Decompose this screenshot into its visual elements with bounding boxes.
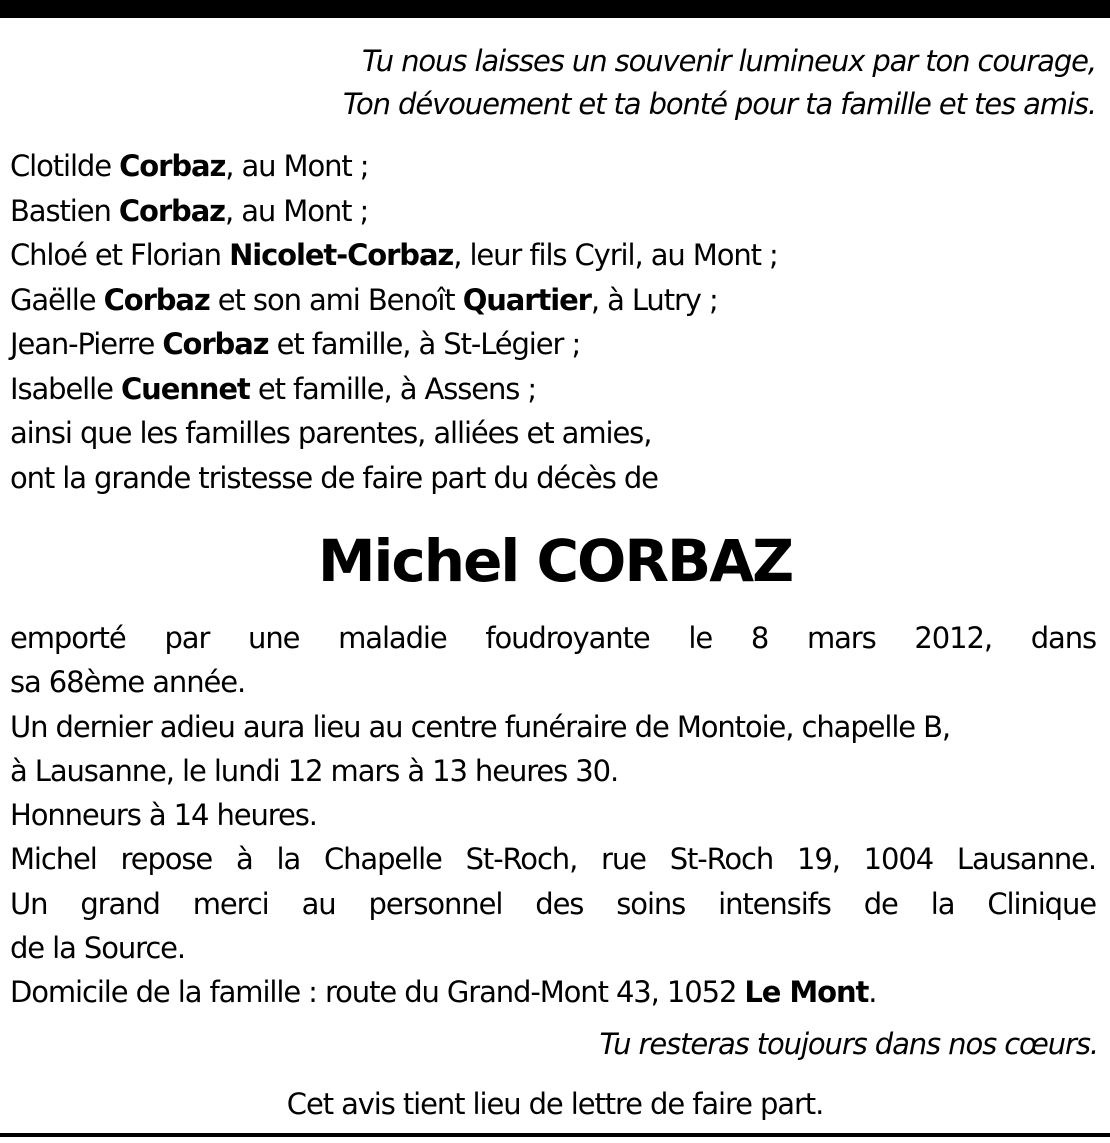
- details-line-2: sa 68ème année.: [10, 665, 246, 700]
- details-line-7: Un grand merci au personnel des soins intensifs de la Clinique: [10, 886, 1096, 921]
- family-line-4: [10, 278, 1096, 323]
- domicile-suffix: .: [868, 975, 877, 1010]
- family-line-3: [10, 233, 1096, 278]
- family-first-name: Gaëlle: [10, 282, 104, 317]
- family-location: , leur fils Cyril, au Mont ;: [453, 238, 778, 272]
- details-line-4: à Lausanne, le lundi 12 mars à 13 heures 30.: [10, 753, 619, 788]
- domicile-place: Le Mont: [744, 975, 869, 1010]
- family-companion: et son ami Benoît: [209, 282, 463, 317]
- family-line-6: [10, 367, 1096, 412]
- opening-motto-line-2: Ton dévouement et ta bonté pour ta famille et tes amis.: [342, 87, 1096, 121]
- notice-line: Cet avis tient lieu de lettre de faire part.: [286, 1087, 824, 1121]
- family-surname: Corbaz: [119, 149, 226, 183]
- top-border-rule: [0, 0, 1110, 18]
- deceased-name: Michel CORBAZ: [317, 527, 793, 595]
- family-surname-2: Quartier: [462, 282, 591, 317]
- bottom-border-rule: [0, 1133, 1110, 1137]
- funeral-details: [10, 616, 1096, 1015]
- opening-motto: [10, 40, 1096, 126]
- details-line-6: Michel repose à la Chapelle St-Roch, rue St-Roch 19, 1004 Lausanne.: [10, 842, 1096, 877]
- family-surname: Corbaz: [118, 193, 225, 228]
- details-line-5: Honneurs à 14 heures.: [10, 798, 317, 833]
- family-first-name: Bastien: [10, 193, 119, 228]
- family-surname: Cuennet: [120, 371, 250, 406]
- family-first-name: Clotilde: [10, 149, 120, 183]
- relatives-line: ainsi que les familles parentes, alliées et amies,: [10, 416, 652, 450]
- details-line-8: de la Source.: [10, 931, 186, 966]
- family-first-name: Isabelle: [10, 371, 121, 406]
- family-line-5: [10, 322, 1096, 367]
- family-location: , à Lutry ;: [590, 282, 718, 317]
- family-location: et famille, à Assens ;: [249, 371, 537, 406]
- details-line-1: emporté par une maladie foudroyante le 8 mars 2012, dans: [10, 621, 1096, 655]
- family-line-1: [10, 144, 1096, 189]
- family-location: , au Mont ;: [224, 193, 369, 228]
- family-first-name: Jean-Pierre: [10, 327, 163, 361]
- opening-motto-line-1: Tu nous laisses un souvenir lumineux par ton courage,: [362, 44, 1096, 78]
- family-surname: Corbaz: [162, 327, 269, 361]
- domicile-prefix: Domicile de la famille : route du Grand-Mont 43, 1052: [10, 975, 745, 1010]
- announcement-line: ont la grande tristesse de faire part du décès de: [10, 460, 658, 495]
- details-line-3: Un dernier adieu aura lieu au centre funéraire de Montoie, chapelle B,: [10, 709, 951, 744]
- family-line-2: [10, 189, 1096, 234]
- family-surname: Nicolet-Corbaz: [229, 238, 454, 272]
- details-line-9: [10, 970, 1096, 1014]
- family-location: , au Mont ;: [225, 149, 369, 183]
- family-list: [10, 144, 1096, 500]
- family-first-name: Chloé et Florian: [10, 238, 230, 272]
- family-surname: Corbaz: [103, 282, 210, 317]
- family-location: et famille, à St-Légier ;: [268, 327, 581, 361]
- closing-motto: Tu resteras toujours dans nos cœurs.: [599, 1027, 1098, 1061]
